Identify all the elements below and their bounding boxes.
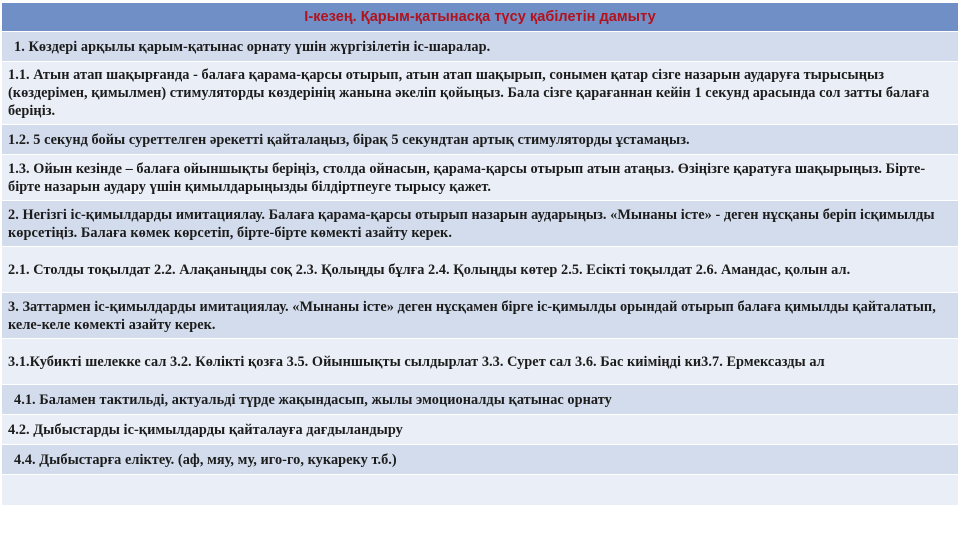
table-row: [2, 385, 959, 415]
table-row: [2, 201, 959, 247]
table-cell: 1.1. Атын атап шақырғанда - балаға қарама-қарсы отырып, атын атап шақырып, сонымен қатар сізге назарын аударуға тырысыңыз (көздерімен, қимылмен) стимуляторды көздерінің жанына әкеліп қойыңыз. Бала сізге қарағаннан кейін 1 секунд арасында сол затты балаға беріңіз.: [2, 62, 959, 125]
table-cell: 3.1.Кубикті шелекке сал 3.2. Көлікті қозға 3.5. Ойыншықты сылдырлат 3.3. Сурет сал 3.6. Бас киіміңді ки3.7. Ермексазды ал: [2, 339, 959, 385]
table-cell: 1. Көздері арқылы қарым-қатынас орнату үшін жүргізілетін іс-шаралар.: [2, 32, 959, 62]
table-cell: 4.4. Дыбыстарға еліктеу. (аф, мяу, му, иго-го, кукареку т.б.): [2, 445, 959, 475]
table-row: [2, 62, 959, 125]
table-cell: 2. Негізгі іс-қимылдарды имитациялау. Балаға қарама-қарсы отырып назарын аударыңыз. «Мынаны істе» - деген нұсқаны беріп ісқимылды көрсетіңіз. Балаға көмек көрсетіп, бірте-бірте көмекті азайту керек.: [2, 201, 959, 247]
table-row: [2, 125, 959, 155]
table-cell: 1.3. Ойын кезінде – балаға ойыншықты беріңіз, столда ойнасын, қарама-қарсы отырып атын атаңыз. Өзіңізге қаратуға шақырыңыз. Бірте-бірте назарын аудару үшін қимылдарыңызды білдіртпеуге тырысу қажет.: [2, 155, 959, 201]
table-cell: 4.2. Дыбыстарды іс-қимылдарды қайталауға дағдыландыру: [2, 415, 959, 445]
table-row: [2, 155, 959, 201]
table-cell: 1.2. 5 секунд бойы суреттелген әрекетті қайталаңыз, бірақ 5 секундтан артық стимуляторды ұстамаңыз.: [2, 125, 959, 155]
table-title: І-кезең. Қарым-қатынасқа түсу қабілетін дамыту: [2, 3, 959, 32]
table-row: [2, 445, 959, 475]
table-row: [2, 475, 959, 506]
table-row: [2, 339, 959, 385]
table-row: [2, 415, 959, 445]
content-table: [1, 2, 959, 506]
table-cell: 4.1. Баламен тактильді, актуальді түрде жақындасып, жылы эмоционалды қатынас орнату: [2, 385, 959, 415]
table-cell: 3. Заттармен іс-қимылдарды имитациялау. «Мынаны істе» деген нұсқамен бірге іс-қимылды орындай отырып балаға қимылды қайталатып, келе-келе көмекті азайту керек.: [2, 293, 959, 339]
table-row: [2, 32, 959, 62]
table-cell: 2.1. Столды тоқылдат 2.2. Алақаныңды соқ 2.3. Қолыңды бұлға 2.4. Қолыңды көтер 2.5. Есікті тоқылдат 2.6. Амандас, қолын ал.: [2, 247, 959, 293]
table-row: [2, 247, 959, 293]
table-row: [2, 293, 959, 339]
table-header-row: [2, 3, 959, 32]
table-cell: [2, 475, 959, 506]
